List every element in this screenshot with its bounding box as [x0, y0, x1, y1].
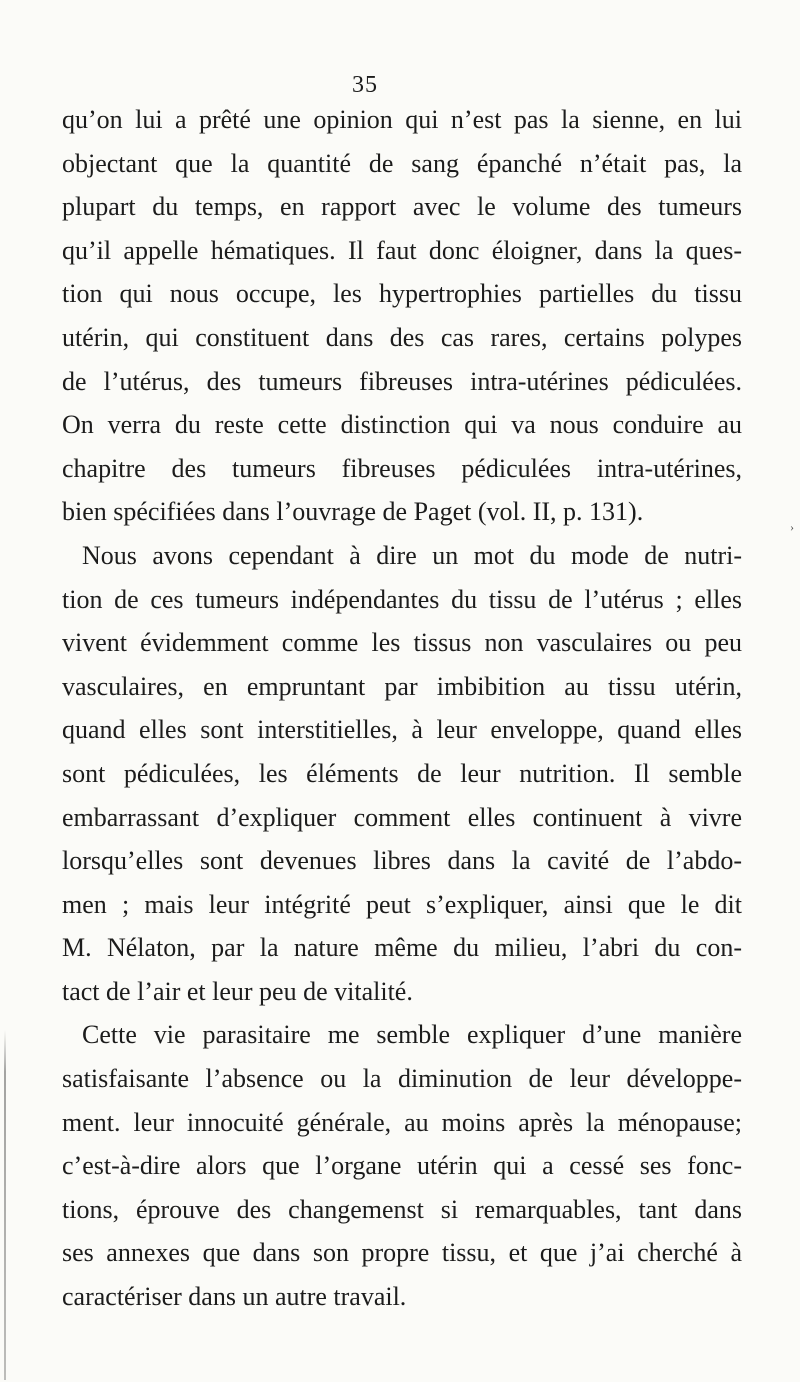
text-line: tion de ces tumeurs indépendantes du tissu de l’utérus ; elles [62, 584, 742, 614]
text-line: On verra du reste cette distinction qui va nous conduire au [62, 410, 742, 440]
text-line: ment. leur innocuité générale, au moins après la ménopause; [62, 1107, 742, 1137]
page-number: 35 [352, 72, 378, 98]
text-line: tions, éprouve des changemenst si remarquables, tant dans [62, 1194, 742, 1224]
text-line: men ; mais leur intégrité peut s’expliquer, ainsi que le dit [62, 889, 742, 919]
body-text [62, 98, 742, 1319]
text-line: lorsqu’elles sont devenues libres dans la cavité de l’abdo- [62, 846, 742, 876]
text-line: embarrassant d’expliquer comment elles continuent à vivre [62, 802, 742, 832]
text-line: tion qui nous occupe, les hypertrophies partielles du tissu [62, 279, 742, 309]
margin-mark-icon: › [790, 520, 794, 534]
text-line: utérin, qui constituent dans des cas rares, certains polypes [62, 322, 742, 352]
text-line: de l’utérus, des tumeurs fibreuses intra-utérines pédiculées. [62, 366, 742, 396]
text-line: M. Nélaton, par la nature même du milieu, l’abri du con- [62, 933, 742, 963]
text-line: objectant que la quantité de sang épanché n’était pas, la [62, 148, 742, 178]
text-line: chapitre des tumeurs fibreuses pédiculées intra-utérines, [62, 453, 742, 483]
text-line: caractériser dans un autre travail. [62, 1282, 407, 1312]
text-line: plupart du temps, en rapport avec le volume des tumeurs [62, 192, 742, 222]
text-line: qu’on lui a prêté une opinion qui n’est pas la sienne, en lui [62, 105, 742, 134]
paragraph-start-line: Cette vie parasitaire me semble expliquer d’une manière [82, 1020, 742, 1050]
text-line: vasculaires, en empruntant par imbibition au tissu utérin, [62, 671, 742, 701]
text-line: quand elles sont interstitielles, à leur enveloppe, quand elles [62, 715, 742, 745]
text-line: ses annexes que dans son propre tissu, et que j’ai cherché à [62, 1238, 742, 1268]
text-line: satisfaisante l’absence ou la diminution de leur développe- [62, 1064, 742, 1094]
page-edge-shadow [4, 1030, 6, 1380]
text-line: vivent évidemment comme les tissus non vasculaires ou peu [62, 628, 742, 658]
text-line: c’est-à-dire alors que l’organe utérin qui a cessé ses fonc- [62, 1151, 742, 1181]
paragraph-start-line: Nous avons cependant à dire un mot du mode de nutri- [82, 540, 742, 570]
text-line: tact de l’air et leur peu de vitalité. [62, 976, 413, 1006]
text-line: bien spécifiées dans l’ouvrage de Paget (vol. II, p. 131). [62, 497, 644, 527]
text-line: qu’il appelle hématiques. Il faut donc éloigner, dans la ques- [62, 235, 742, 265]
text-line: sont pédiculées, les éléments de leur nutrition. Il semble [62, 758, 742, 788]
